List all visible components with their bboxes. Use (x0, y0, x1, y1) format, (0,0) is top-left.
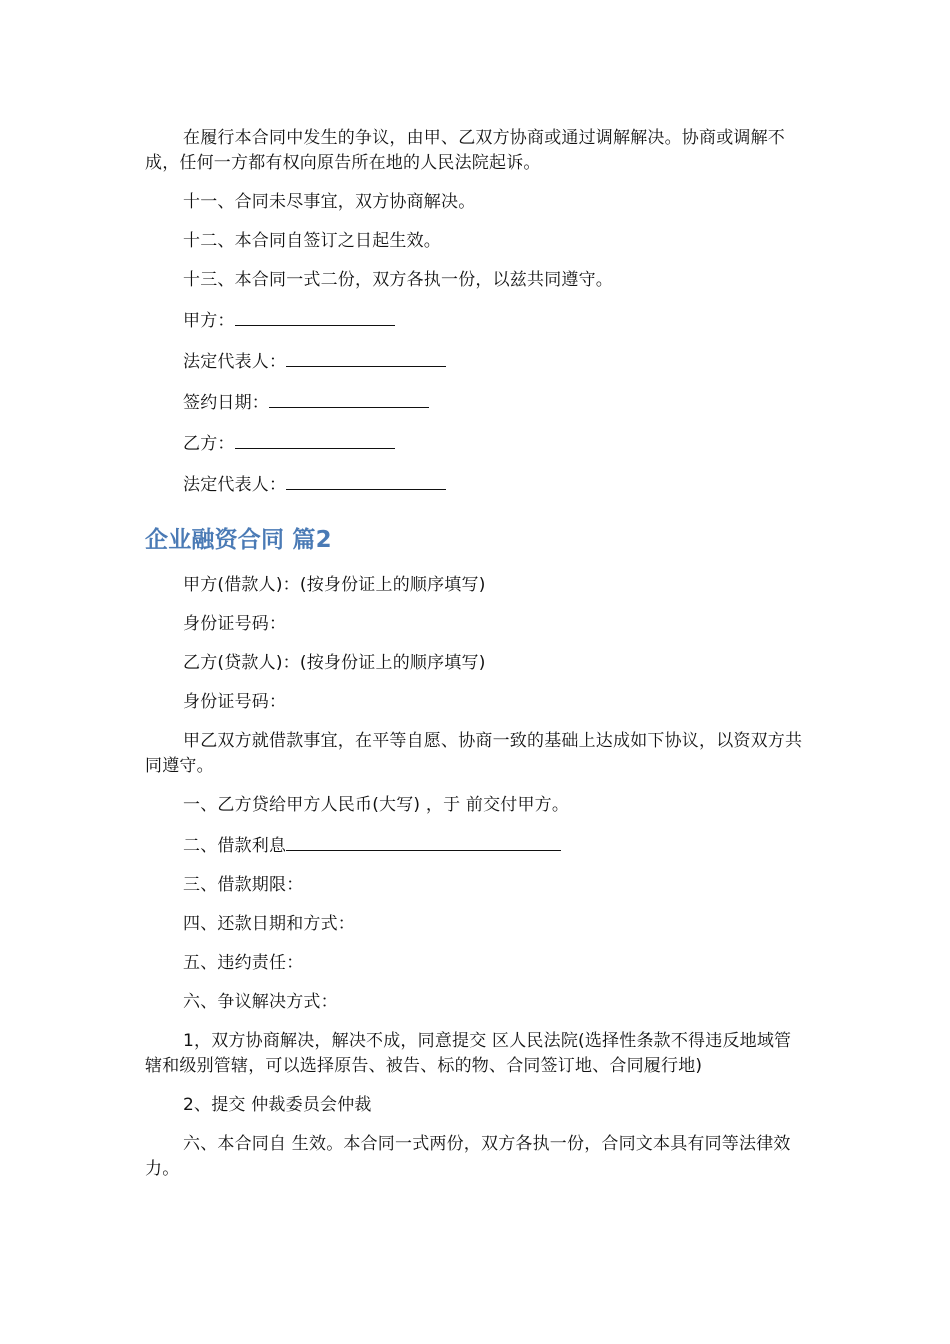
signature-party-b-label: 乙方： (183, 434, 235, 454)
loan-item-3: 三、借款期限： (183, 875, 304, 895)
loan-item-5: 五、违约责任： (183, 953, 304, 973)
dispute-paragraph: 在履行本合同中发生的争议，由甲、乙双方协商或通过调解解决。协商或调解不成，任何一方都有权向原告所在地的人民法院起诉。 (145, 128, 785, 173)
lender-line: 乙方(贷款人)：(按身份证上的顺序填写) (183, 653, 486, 673)
loan-item-2-label: 二、借款利息 (183, 836, 287, 856)
clause-13: 十三、本合同一式二份，双方各执一份，以兹共同遵守。 (183, 270, 613, 290)
loan-item-2-row (145, 832, 807, 859)
clause-12: 十二、本合同自签订之日起生效。 (183, 231, 441, 251)
loan-item-6b: 六、本合同自 生效。本合同一式两份，双方各执一份，合同文本具有同等法律效力。 (145, 1134, 791, 1179)
signature-date-row (145, 389, 807, 416)
borrower-line: 甲方(借款人)：(按身份证上的顺序填写) (183, 575, 486, 595)
loan-interest-blank (286, 832, 561, 851)
section-heading: 企业融资合同 篇2 (145, 527, 332, 553)
document-page (145, 126, 807, 1182)
signature-legal-rep-a-row (145, 348, 807, 375)
dispute-sub-1: 1，双方协商解决，解决不成，同意提交 区人民法院(选择性条款不得违反地域管辖和级别管辖，可以选择原告、被告、标的物、合同签订地、合同履行地) (145, 1031, 792, 1076)
signature-legal-rep-b-label: 法定代表人： (183, 475, 287, 495)
borrower-id-line: 身份证号码： (183, 614, 287, 634)
signature-legal-rep-b-blank (286, 471, 446, 490)
loan-item-4: 四、还款日期和方式： (183, 914, 355, 934)
loan-item-1: 一、乙方贷给甲方人民币(大写) ，于 前交付甲方。 (183, 795, 570, 815)
signature-legal-rep-b-row (145, 471, 807, 498)
signature-date-label: 签约日期： (183, 393, 269, 413)
signature-party-a-blank (235, 307, 395, 326)
dispute-sub-2: 2、提交 仲裁委员会仲裁 (183, 1095, 372, 1115)
signature-party-b-row (145, 430, 807, 457)
clause-11: 十一、合同未尽事宜，双方协商解决。 (183, 192, 476, 212)
signature-party-a-label: 甲方： (183, 311, 235, 331)
signature-legal-rep-a-label: 法定代表人： (183, 352, 287, 372)
lender-id-line: 身份证号码： (183, 692, 287, 712)
loan-item-6: 六、争议解决方式： (183, 992, 338, 1012)
signature-party-b-blank (235, 430, 395, 449)
signature-party-a-row (145, 307, 807, 334)
signature-date-blank (269, 389, 429, 408)
signature-legal-rep-a-blank (286, 348, 446, 367)
intro-paragraph: 甲乙双方就借款事宜，在平等自愿、协商一致的基础上达成如下协议，以资双方共同遵守。 (145, 731, 803, 776)
